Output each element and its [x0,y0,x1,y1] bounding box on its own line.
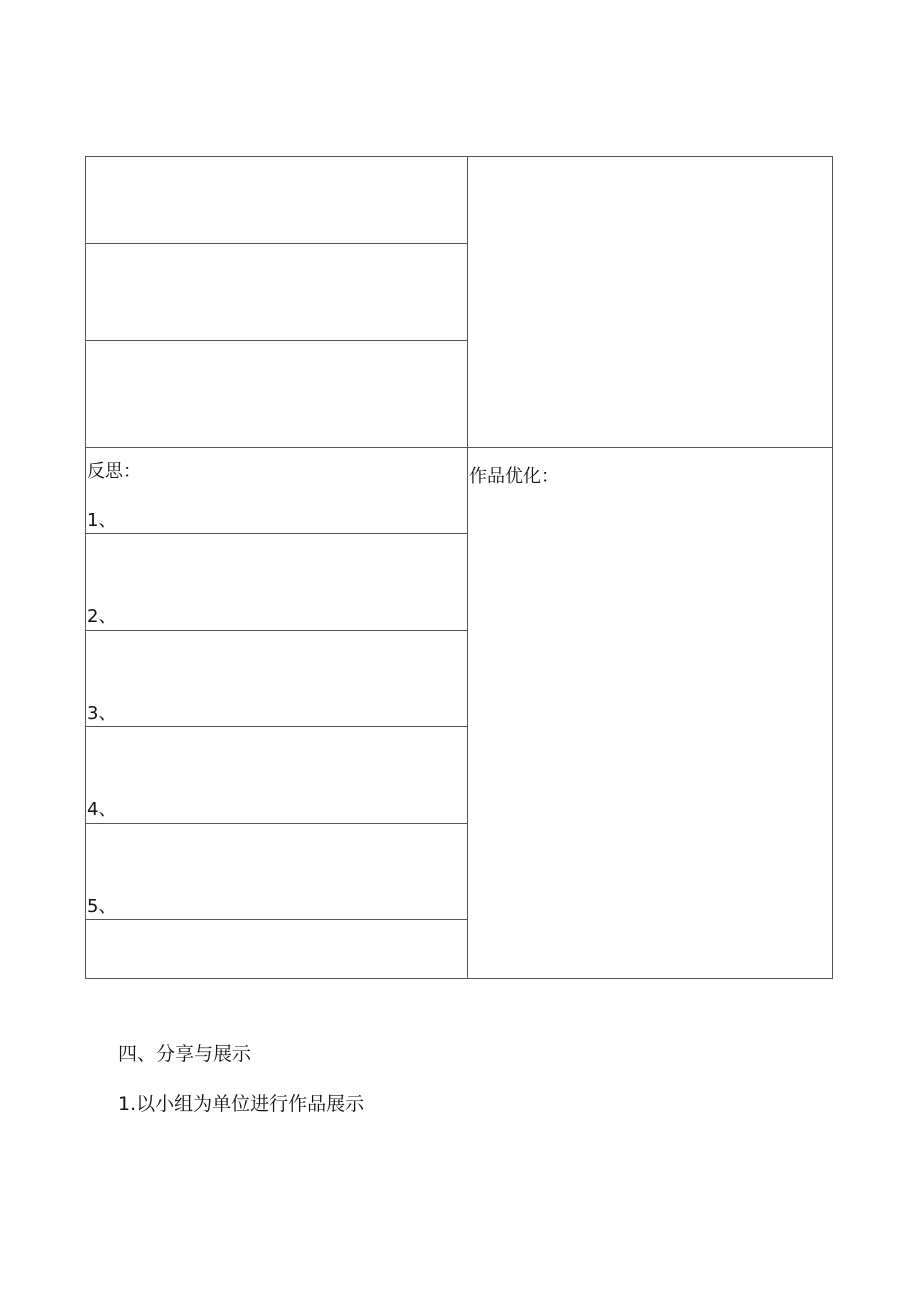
table-border-right [832,156,833,979]
row-divider [85,533,467,534]
table-border-top [85,156,833,157]
reflection-item-2: 2、 [87,606,117,627]
reflection-item-1: 1、 [87,510,117,531]
row-divider [85,919,467,920]
section-item-1: 1.以小组为单位进行作品展示 [118,1093,365,1115]
row-divider [85,243,467,244]
row-divider [85,823,467,824]
row-divider [85,340,467,341]
reflection-label: 反思： [87,461,141,482]
reflection-item-5: 5、 [87,896,117,917]
row-divider [85,630,467,631]
table-border-left [85,156,86,979]
row-divider [85,726,467,727]
table-border-bottom [85,978,833,979]
reflection-item-3: 3、 [87,703,117,724]
section-heading: 四、分享与展示 [118,1043,252,1065]
optimization-label: 作品优化： [469,466,559,487]
reflection-item-4: 4、 [87,799,117,820]
table-column-divider [467,156,468,979]
section-divider [85,447,833,448]
